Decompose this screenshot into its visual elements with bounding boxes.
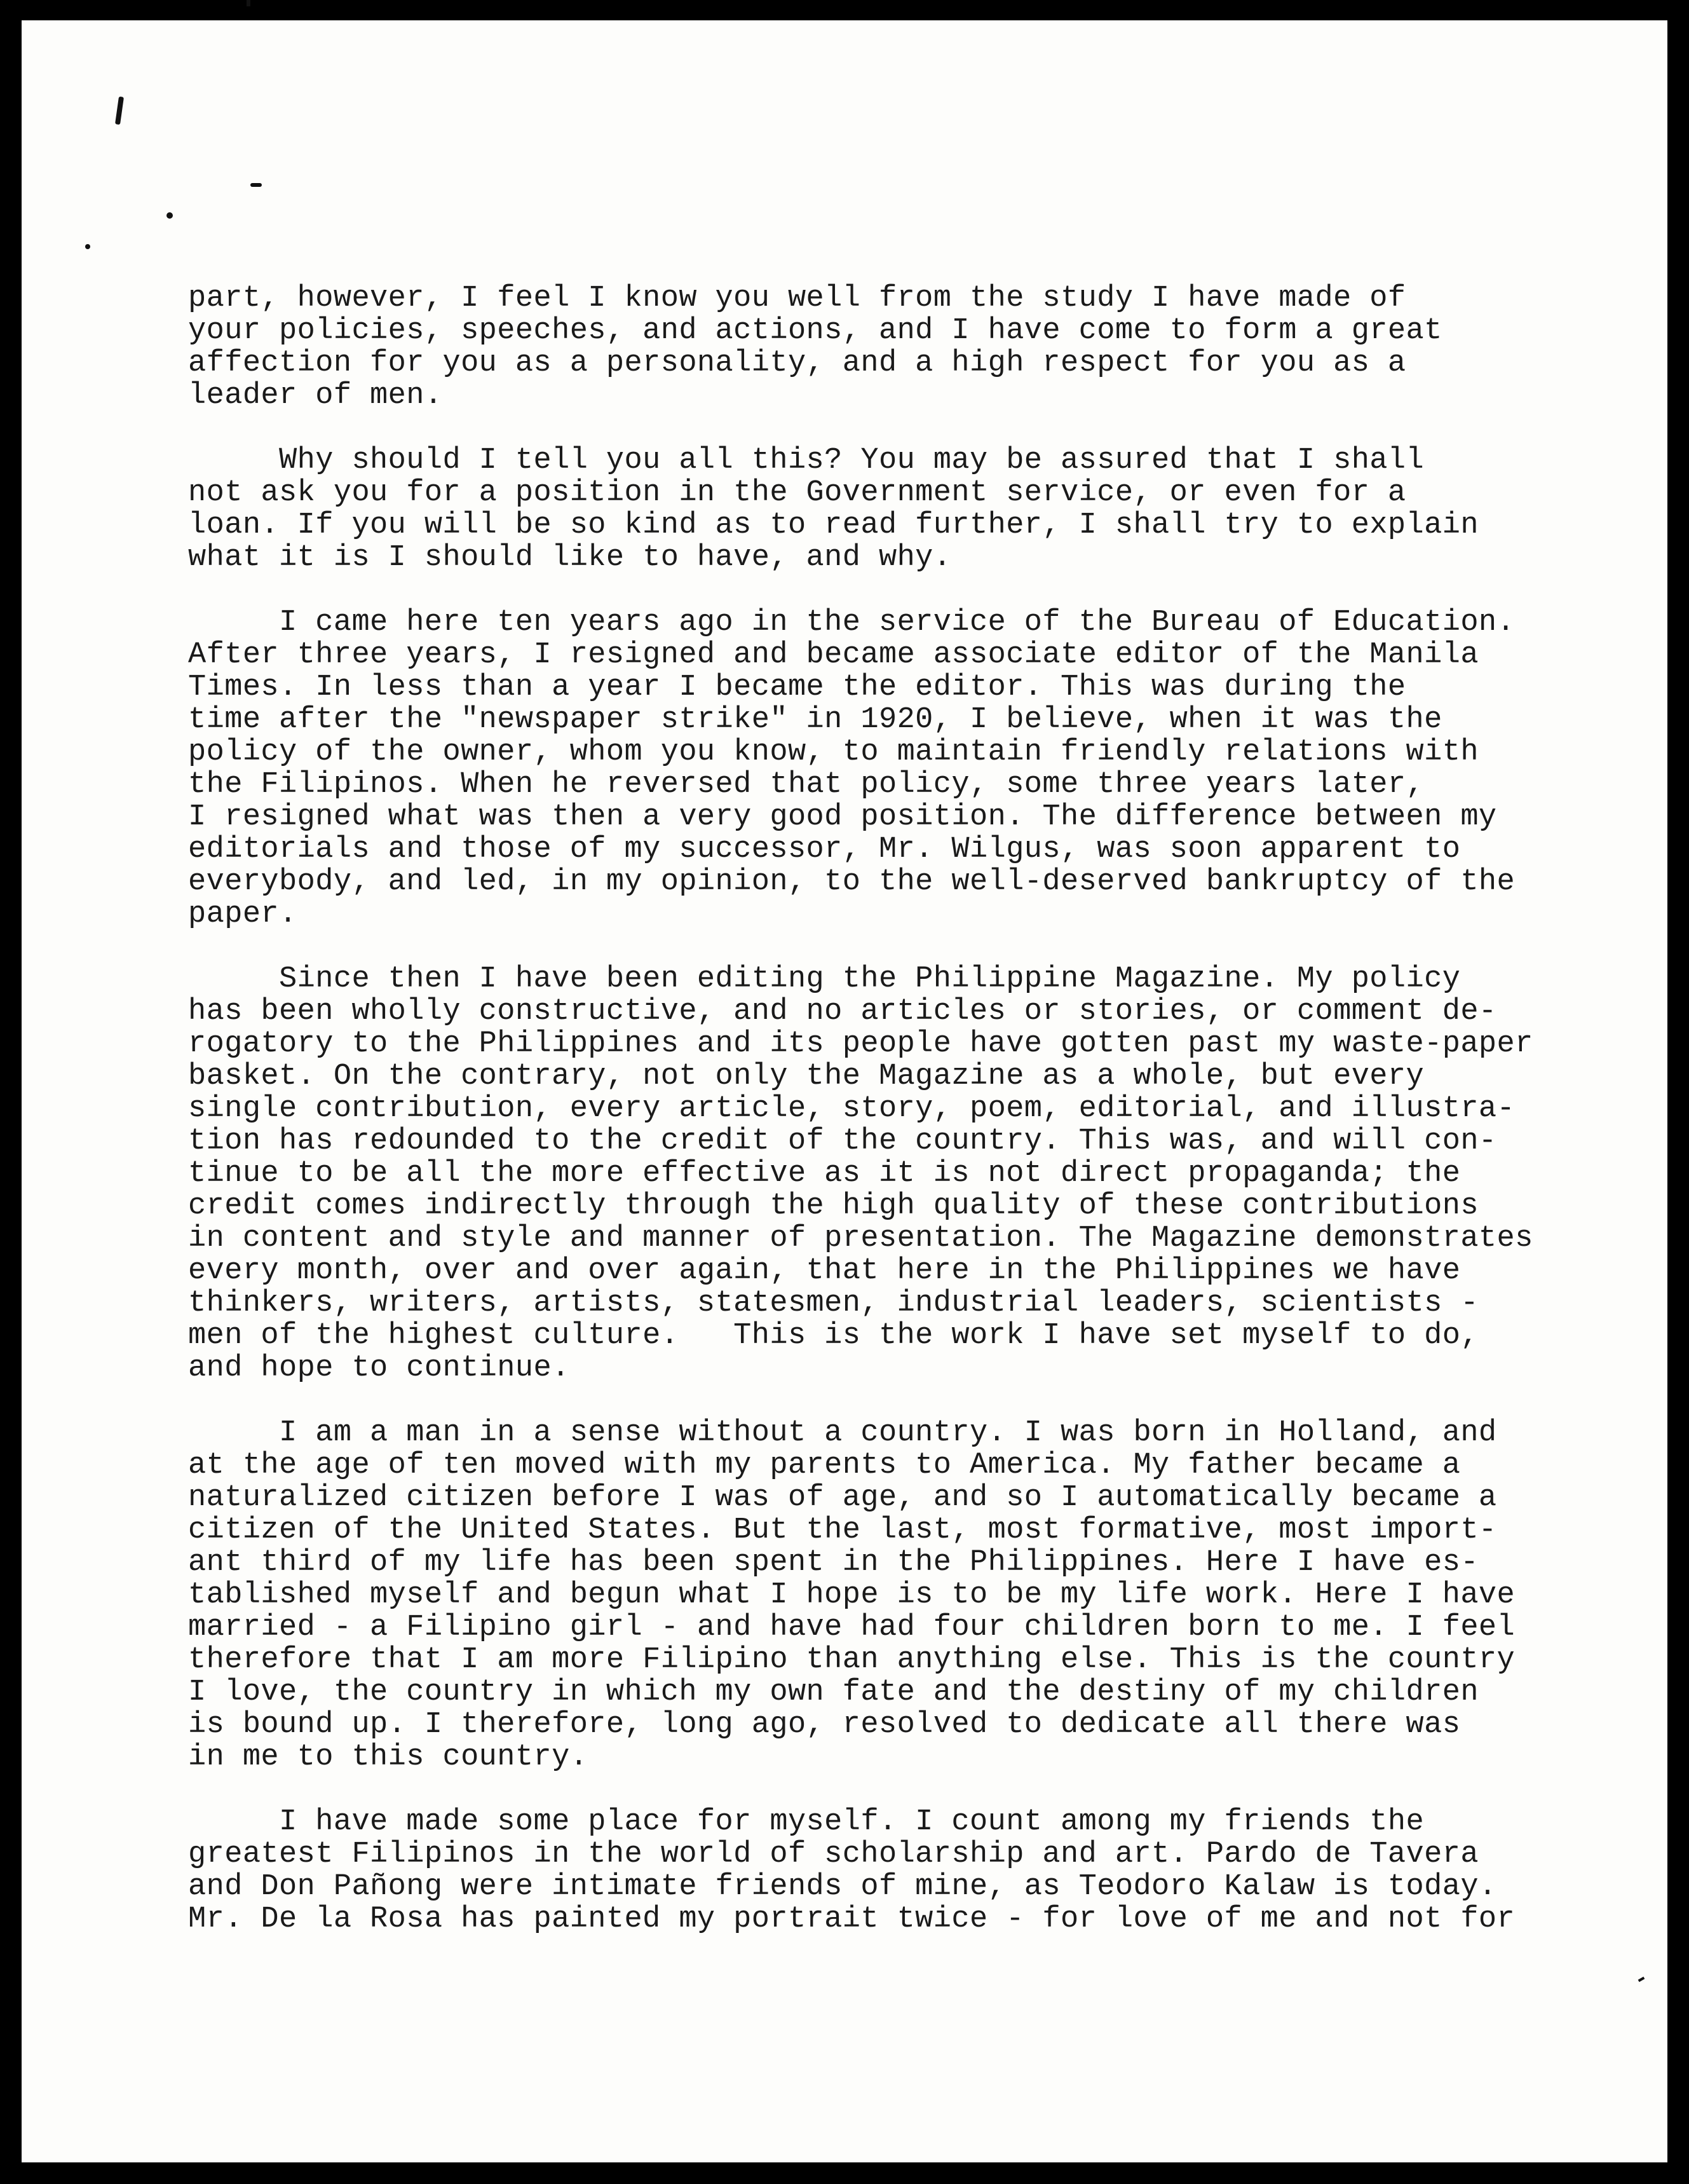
text-line: in me to this country. bbox=[188, 1740, 588, 1774]
text-line: editorials and those of my successor, Mr. Wilgus, was soon apparent to bbox=[188, 833, 1461, 866]
text-line: part, however, I feel I know you well from the study I have made of bbox=[188, 282, 1406, 315]
ink-speck bbox=[166, 212, 173, 219]
text-line: I resigned what was then a very good position. The difference between my bbox=[188, 800, 1497, 834]
text-line: Mr. De la Rosa has painted my portrait twice - for love of me and not for bbox=[188, 1902, 1516, 1936]
text-line: I have made some place for myself. I count among my friends the bbox=[188, 1805, 1425, 1839]
text-line: loan. If you will be so kind as to read further, I shall try to explain bbox=[188, 508, 1479, 542]
paragraph bbox=[188, 444, 1643, 574]
text-line: paper. bbox=[188, 897, 297, 931]
text-line: ant third of my life has been spent in the Philippines. Here I have es- bbox=[188, 1546, 1479, 1580]
text-line: tion has redounded to the credit of the country. This was, and will con- bbox=[188, 1124, 1497, 1158]
text-line: naturalized citizen before I was of age, and so I automatically became a bbox=[188, 1481, 1497, 1515]
text-line: Since then I have been editing the Philippine Magazine. My policy bbox=[188, 962, 1461, 996]
text-line: everybody, and led, in my opinion, to the well-deserved bankruptcy of the bbox=[188, 865, 1516, 899]
text-line: After three years, I resigned and became associate editor of the Manila bbox=[188, 638, 1479, 672]
ink-speck bbox=[1638, 1977, 1645, 1982]
text-line: affection for you as a personality, and a high respect for you as a bbox=[188, 346, 1406, 380]
text-line: men of the highest culture. This is the work I have set myself to do, bbox=[188, 1319, 1479, 1353]
text-line: I came here ten years ago in the service of the Bureau of Education. bbox=[188, 606, 1516, 639]
text-line: Why should I tell you all this? You may be assured that I shall bbox=[188, 444, 1425, 477]
text-line: Times. In less than a year I became the editor. This was during the bbox=[188, 671, 1406, 704]
text-line: I am a man in a sense without a country. I was born in Holland, and bbox=[188, 1416, 1497, 1450]
text-line: and Don Pañong were intimate friends of mine, as Teodoro Kalaw is today. bbox=[188, 1870, 1497, 1904]
text-line: not ask you for a position in the Government service, or even for a bbox=[188, 476, 1406, 510]
text-line: credit comes indirectly through the high quality of these contributions bbox=[188, 1189, 1479, 1223]
text-line: greatest Filipinos in the world of scholarship and art. Pardo de Tavera bbox=[188, 1838, 1479, 1871]
paragraph bbox=[188, 963, 1643, 1384]
text-line: time after the "newspaper strike" in 1920, I believe, when it was the bbox=[188, 703, 1442, 737]
text-line: policy of the owner, whom you know, to maintain friendly relations with bbox=[188, 735, 1479, 769]
text-line: is bound up. I therefore, long ago, resolved to dedicate all there was bbox=[188, 1708, 1461, 1742]
text-line: therefore that I am more Filipino than anything else. This is the country bbox=[188, 1643, 1516, 1677]
text-line: the Filipinos. When he reversed that policy, some three years later, bbox=[188, 768, 1425, 802]
paragraph bbox=[188, 606, 1643, 931]
text-line: citizen of the United States. But the last, most formative, most import- bbox=[188, 1513, 1497, 1547]
letter-body bbox=[188, 282, 1643, 1968]
text-line: at the age of ten moved with my parents to America. My father became a bbox=[188, 1449, 1461, 1482]
paragraph bbox=[188, 282, 1643, 412]
ink-speck bbox=[115, 97, 124, 125]
text-line: I love, the country in which my own fate and the destiny of my children bbox=[188, 1676, 1479, 1709]
text-line: has been wholly constructive, and no articles or stories, or comment de- bbox=[188, 995, 1497, 1028]
text-line: every month, over and over again, that here in the Philippines we have bbox=[188, 1254, 1461, 1288]
text-line: what it is I should like to have, and why. bbox=[188, 541, 952, 575]
text-line: single contribution, every article, story, poem, editorial, and illustra- bbox=[188, 1092, 1516, 1126]
text-line: in content and style and manner of presentation. The Magazine demonstrates bbox=[188, 1222, 1533, 1255]
text-line: basket. On the contrary, not only the Magazine as a whole, but every bbox=[188, 1060, 1425, 1093]
text-line: and hope to continue. bbox=[188, 1351, 570, 1385]
ink-speck bbox=[85, 244, 90, 249]
text-line: leader of men. bbox=[188, 379, 443, 413]
paragraph bbox=[188, 1806, 1643, 1935]
ink-speck bbox=[250, 183, 262, 187]
ink-speck bbox=[247, 0, 250, 6]
text-line: your policies, speeches, and actions, and I have come to form a great bbox=[188, 314, 1442, 348]
text-line: tinue to be all the more effective as it is not direct propaganda; the bbox=[188, 1157, 1461, 1191]
text-line: tablished myself and begun what I hope is to be my life work. Here I have bbox=[188, 1578, 1516, 1612]
text-line: rogatory to the Philippines and its people have gotten past my waste-paper bbox=[188, 1027, 1533, 1061]
text-line: thinkers, writers, artists, statesmen, industrial leaders, scientists - bbox=[188, 1287, 1479, 1320]
paragraph bbox=[188, 1417, 1643, 1773]
text-line: married - a Filipino girl - and have had four children born to me. I feel bbox=[188, 1611, 1516, 1644]
